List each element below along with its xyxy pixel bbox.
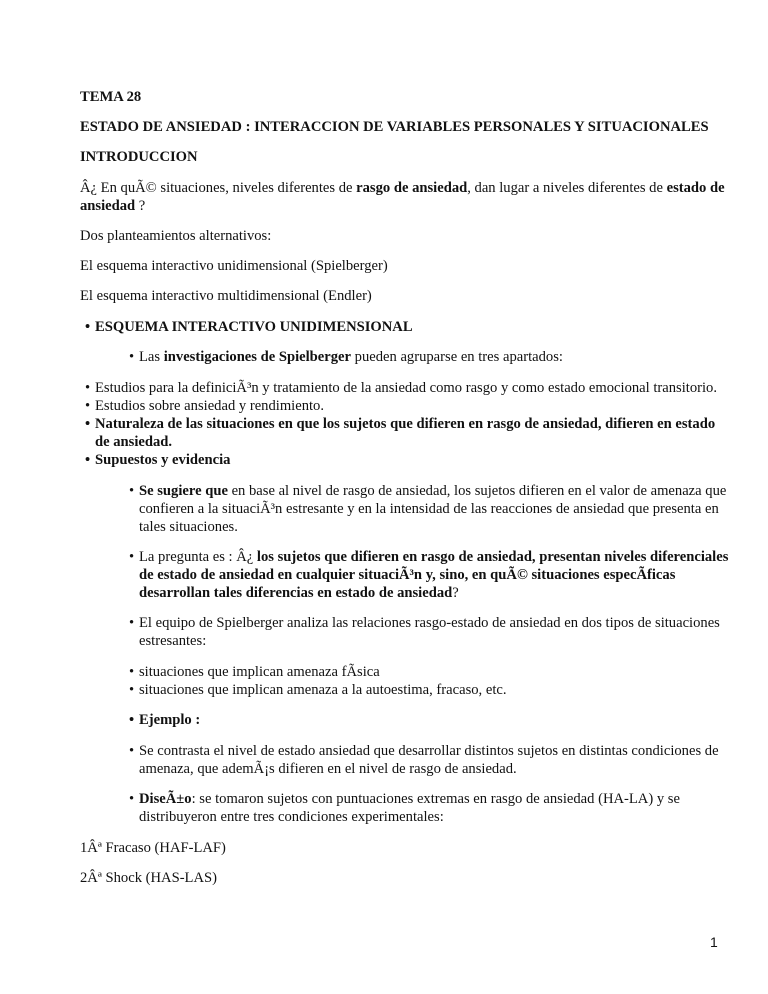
alternative-unidimensional: El esquema interactivo unidimensional (Spielberger): [80, 258, 388, 274]
intro-question-line-2: [80, 197, 145, 215]
situation-item-2: • situaciones que implican amenaza a la autoestima, fracaso, etc.: [139, 681, 507, 699]
bold-text: DiseÃ±o: [139, 791, 192, 807]
study-item-1: • Estudios para la definiciÃ³n y tratamiento de la ansiedad como rasgo y como estado emocional transitorio.: [95, 379, 717, 397]
bold-text: investigaciones de Spielberger: [163, 349, 352, 365]
question-line-3: [139, 584, 459, 602]
situation-item-1: • situaciones que implican amenaza fÃsica: [139, 663, 380, 681]
suggestion-line-3: tales situaciones.: [139, 519, 238, 535]
study-item-4: • Supuestos y evidencia: [95, 451, 230, 469]
bold-text: ansiedad: [80, 198, 136, 214]
document-title: ESTADO DE ANSIEDAD : INTERACCION DE VARIABLES PERSONALES Y SITUACIONALES: [80, 119, 709, 135]
study-item-2: • Estudios sobre ansiedad y rendimiento.: [95, 397, 324, 415]
section-heading-unidimensional: • ESQUEMA INTERACTIVO UNIDIMENSIONAL: [95, 318, 413, 336]
question-item: [139, 548, 728, 566]
study-item-3: • Naturaleza de las situaciones en que los sujetos que difieren en rasgo de ansiedad, difieren en estado: [95, 415, 715, 433]
alternative-multidimensional: El esquema interactivo multidimensional (Endler): [80, 288, 372, 304]
text: en base al nivel de rasgo de ansiedad, los sujetos difieren en el valor de amenaza que: [227, 483, 727, 499]
text: Las: [139, 349, 164, 365]
condition-fracaso: 1Âª Fracaso (HAF-LAF): [80, 840, 226, 856]
study-item-3-cont: de ansiedad.: [95, 434, 173, 450]
contrast-item: • Se contrasta el nivel de estado ansiedad que desarrollar distintos sujetos en distintas condiciones de: [139, 742, 719, 760]
team-item: • El equipo de Spielberger analiza las relaciones rasgo-estado de ansiedad en dos tipos de situaciones: [139, 614, 720, 632]
text: La pregunta es : Â¿: [139, 549, 257, 565]
heading-tema: TEMA 28: [80, 89, 142, 105]
question-line-2: de estado de ansiedad en cualquier situaciÃ³n y, sino, en quÃ© situaciones especÃficas: [139, 567, 676, 583]
bold-text: Se sugiere que: [139, 483, 228, 499]
text: ?: [452, 585, 459, 601]
bold-text: estado de: [666, 180, 725, 196]
bold-text: rasgo de ansiedad: [356, 180, 468, 196]
text: Â¿ En quÃ© situaciones, niveles diferentes de: [80, 180, 357, 196]
text: ?: [135, 198, 146, 214]
suggestion-item: [139, 482, 726, 500]
design-item: [139, 790, 680, 808]
design-line-2: distribuyeron entre tres condiciones experimentales:: [139, 809, 444, 825]
text: : se tomaron sujetos con puntuaciones extremas en rasgo de ansiedad (HA-LA) y se: [191, 791, 680, 807]
team-line-2: estresantes:: [139, 633, 207, 649]
suggestion-line-2: confieren a la situaciÃ³n estresante y en la intensidad de las reacciones de ansiedad que presenta en: [139, 501, 719, 517]
contrast-line-2: amenaza, que ademÃ¡s difieren en el nivel de rasgo de ansiedad.: [139, 761, 517, 777]
condition-shock: 2Âª Shock (HAS-LAS): [80, 870, 217, 886]
heading-introduccion: INTRODUCCION: [80, 149, 198, 165]
bold-text: los sujetos que difieren en rasgo de ansiedad, presentan niveles diferenciales: [256, 549, 729, 565]
text: pueden agruparse en tres apartados:: [351, 349, 563, 365]
text: , dan lugar a niveles diferentes de: [467, 180, 667, 196]
bold-text: desarrollan tales diferencias en estado de ansiedad: [139, 585, 453, 601]
investigations-item: [139, 348, 563, 366]
page-number: 1: [710, 934, 718, 950]
alternatives-intro: Dos planteamientos alternativos:: [80, 228, 272, 244]
example-label: • Ejemplo :: [139, 711, 200, 729]
intro-question-line-1: [80, 179, 725, 197]
